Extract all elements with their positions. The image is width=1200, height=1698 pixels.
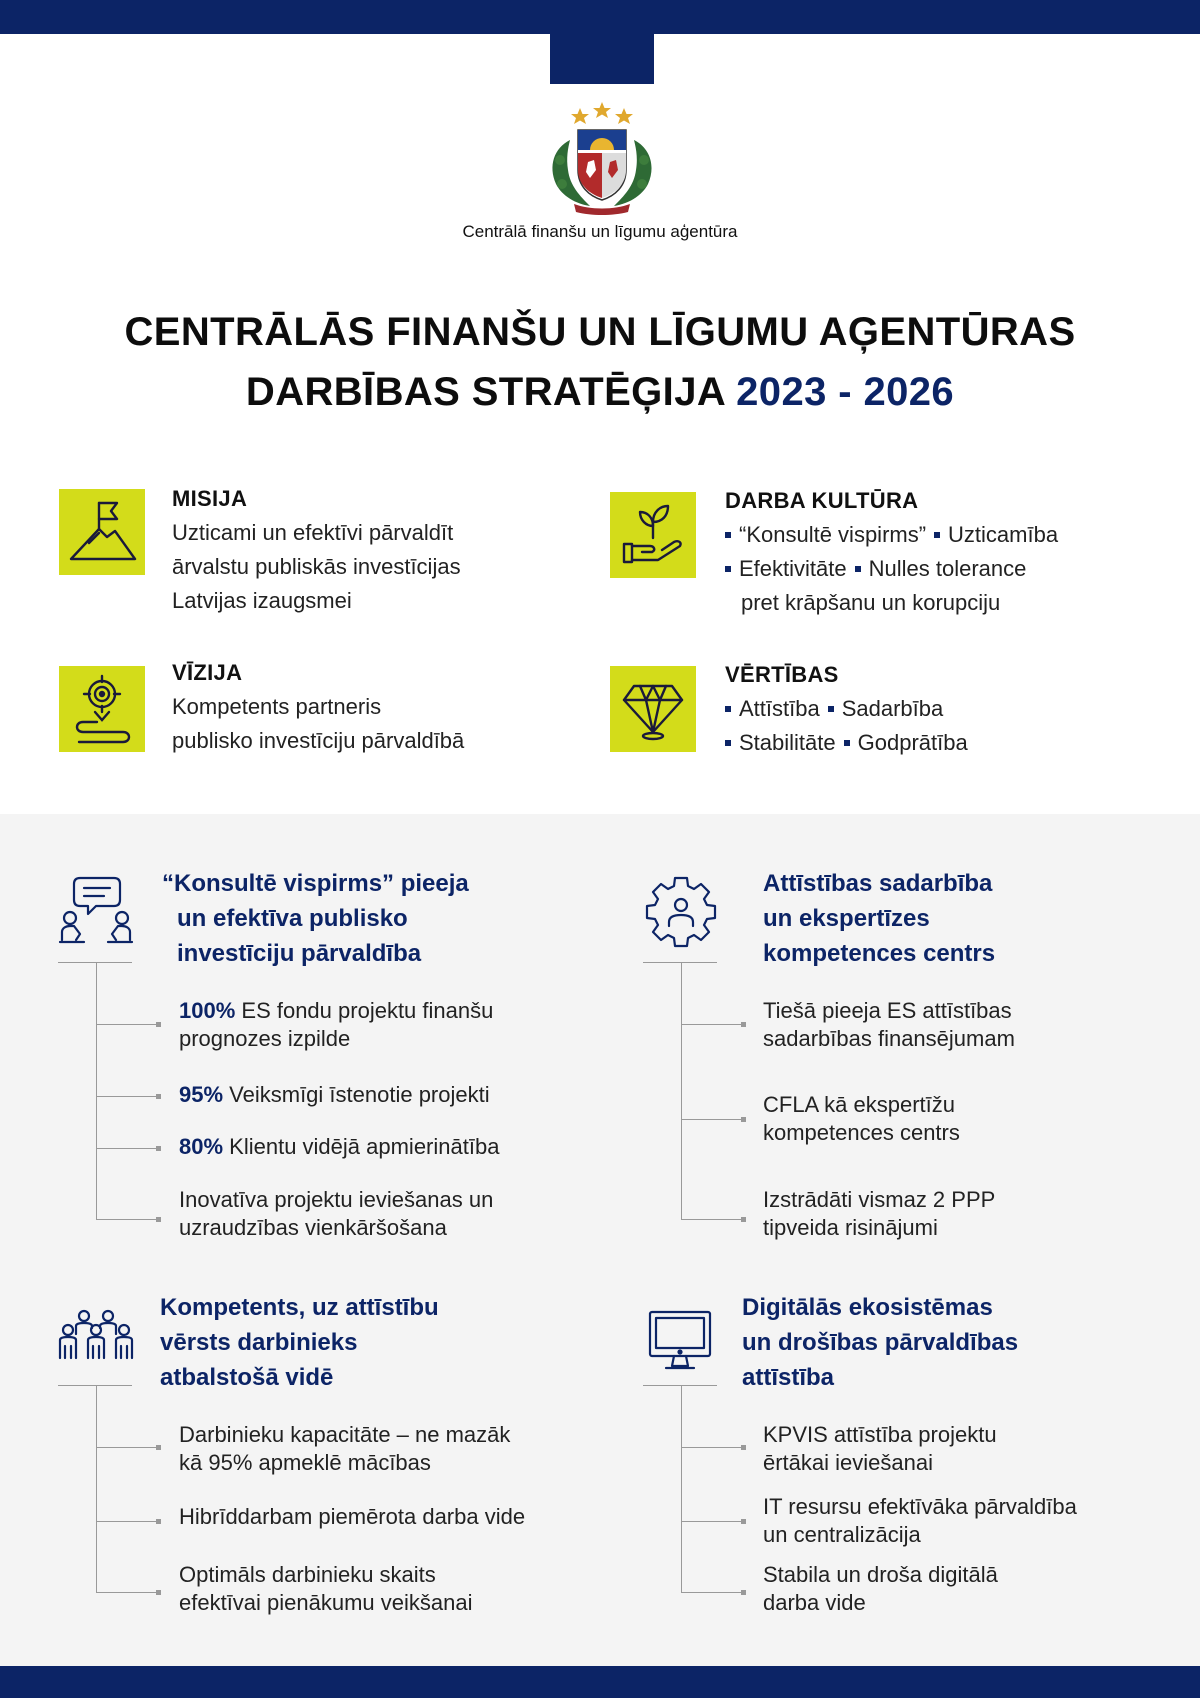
- mission-line: ārvalstu publiskās investīcijas: [172, 554, 461, 579]
- bottom-bar: [0, 1666, 1200, 1698]
- kpi-text-2: prognozes izpilde: [179, 1026, 351, 1051]
- coat-of-arms-logo: [540, 100, 664, 218]
- culture-item: “Konsultē vispirms”: [739, 522, 927, 547]
- consultation-people-icon: [56, 872, 136, 952]
- section-title-line: kompetences centrs: [763, 940, 996, 967]
- divider: [58, 1385, 132, 1386]
- bullet-icon: [828, 706, 834, 712]
- section-title-consult: [162, 866, 469, 971]
- mission-block: [172, 486, 461, 618]
- top-bar: [0, 0, 1200, 34]
- goal-text: Darbinieku kapacitāte – ne mazāk: [179, 1422, 511, 1447]
- agency-name: Centrālā finanšu un līgumu aģentūra: [462, 222, 738, 241]
- tree-tick: [96, 1521, 156, 1522]
- bullet-icon: [844, 740, 850, 746]
- kpi-text: ES fondu projektu finanšu: [235, 998, 494, 1023]
- section-title-line: un ekspertīzes: [763, 905, 930, 932]
- mountain-flag-icon: [59, 489, 145, 575]
- goal-text: Hibrīddarbam piemērota darba vide: [179, 1504, 526, 1529]
- computer-monitor-icon: [640, 1300, 720, 1380]
- tree-line: [681, 1385, 682, 1593]
- tree-tick: [96, 1592, 156, 1593]
- goal-text: IT resursu efektīvāka pārvaldība: [763, 1494, 1077, 1519]
- tree-tick: [96, 1447, 156, 1448]
- section-title-digital: [742, 1290, 1018, 1395]
- values-row: [725, 692, 968, 726]
- page-title: [0, 302, 1200, 422]
- section-title-line: atbalstošā vidē: [160, 1364, 334, 1391]
- mission-line: Uzticami un efektīvi pārvaldīt: [172, 520, 454, 545]
- goal-item: [763, 1091, 960, 1147]
- tree-tick: [96, 1096, 156, 1097]
- bullet-icon: [725, 532, 731, 538]
- bullet-icon: [934, 532, 940, 538]
- culture-item: Uzticamība: [948, 522, 1059, 547]
- vision-block: [172, 660, 464, 758]
- kpi-text: Klientu vidējā apmierinātība: [223, 1134, 500, 1159]
- kpi-item: [179, 1133, 499, 1161]
- values-heading: VĒRTĪBAS: [725, 662, 839, 687]
- goal-text: Optimāls darbinieku skaits: [179, 1562, 436, 1587]
- tree-tick: [681, 1024, 741, 1025]
- section-title-line: un efektīva publisko: [177, 905, 408, 932]
- plant-hand-icon: [610, 492, 696, 578]
- value-item: Sadarbība: [841, 696, 944, 721]
- kpi-text: Veiksmīgi īstenotie projekti: [223, 1082, 490, 1107]
- culture-list: [725, 518, 1058, 620]
- culture-block: [725, 488, 1058, 620]
- goal-item: [763, 1421, 997, 1477]
- title-years: 2023 - 2026: [736, 370, 955, 414]
- diamond-icon: [610, 666, 696, 752]
- kpi-text-2: uzraudzības vienkāršošana: [179, 1215, 447, 1240]
- goal-text-2: kā 95% apmeklē mācības: [179, 1450, 431, 1475]
- tree-tick: [681, 1219, 741, 1220]
- values-block: [725, 662, 968, 760]
- goal-text-2: un centralizācija: [763, 1522, 921, 1547]
- goal-item: [763, 997, 1015, 1053]
- culture-row: [725, 518, 1058, 552]
- bullet-icon: [725, 740, 731, 746]
- goal-text: Tiešā pieeja ES attīstības: [763, 998, 1012, 1023]
- vision-text: [172, 690, 464, 758]
- tree-tick: [96, 1148, 156, 1149]
- vision-line: publisko investīciju pārvaldībā: [172, 728, 465, 753]
- tree-tick: [681, 1447, 741, 1448]
- team-people-icon: [56, 1300, 136, 1380]
- kpi-text: Inovatīva projektu ieviešanas un: [179, 1187, 494, 1212]
- tree-line: [681, 962, 682, 1220]
- mission-text: [172, 516, 461, 618]
- divider: [58, 962, 132, 963]
- culture-row: [725, 552, 1058, 586]
- goal-item: [763, 1561, 998, 1617]
- section-title-employees: [160, 1290, 439, 1395]
- tree-tick: [681, 1521, 741, 1522]
- kpi-item: [179, 1186, 493, 1242]
- title-line-2: [0, 362, 1200, 422]
- top-tab: [550, 34, 654, 84]
- goal-text: CFLA kā ekspertīžu: [763, 1092, 955, 1117]
- kpi-line: [179, 997, 493, 1025]
- kpi-percent: 80%: [179, 1134, 224, 1159]
- goal-text-2: darba vide: [763, 1590, 866, 1615]
- section-title-line: “Konsultē vispirms” pieeja: [162, 870, 469, 897]
- goal-item: [179, 1561, 473, 1617]
- kpi-percent: 95%: [179, 1082, 224, 1107]
- section-title-development: [763, 866, 995, 971]
- goal-text: KPVIS attīstība projektu: [763, 1422, 997, 1447]
- goal-item: [179, 1503, 525, 1531]
- culture-item: Nulles tolerance: [868, 556, 1027, 581]
- goal-item: [763, 1493, 1077, 1549]
- value-item: Godprātība: [857, 730, 968, 755]
- section-title-line: Kompetents, uz attīstību: [160, 1294, 439, 1321]
- values-row: [725, 726, 968, 760]
- goal-text: Izstrādāti vismaz 2 PPP: [763, 1187, 996, 1212]
- bullet-icon: [725, 566, 731, 572]
- divider: [643, 1385, 717, 1386]
- bullet-icon: [725, 706, 731, 712]
- bullet-icon: [855, 566, 861, 572]
- section-title-line: Attīstības sadarbība: [763, 870, 993, 897]
- vision-line: Kompetents partneris: [172, 694, 382, 719]
- gear-person-icon: [641, 872, 721, 952]
- culture-heading: DARBA KULTŪRA: [725, 488, 919, 513]
- target-location-icon: [59, 666, 145, 752]
- values-list: [725, 692, 968, 760]
- title-line-1: CENTRĀLĀS FINANŠU UN LĪGUMU AĢENTŪRAS: [124, 310, 1076, 354]
- kpi-item: [179, 997, 493, 1053]
- goal-item: [179, 1421, 510, 1477]
- mission-line: Latvijas izaugsmei: [172, 588, 352, 613]
- value-item: Stabilitāte: [739, 730, 836, 755]
- goal-text-2: sadarbības finansējumam: [763, 1026, 1015, 1051]
- tree-tick: [681, 1592, 741, 1593]
- kpi-percent: 100%: [179, 998, 236, 1023]
- section-title-line: attīstība: [742, 1364, 835, 1391]
- vision-heading: VĪZIJA: [172, 660, 243, 685]
- culture-item: pret krāpšanu un korupciju: [741, 590, 1001, 615]
- goal-item: [763, 1186, 995, 1242]
- tree-tick: [96, 1219, 156, 1220]
- tree-tick: [681, 1119, 741, 1120]
- value-item: Attīstība: [739, 696, 820, 721]
- section-title-line: investīciju pārvaldība: [177, 940, 422, 967]
- section-title-line: Digitālās ekosistēmas: [742, 1294, 993, 1321]
- goal-text-2: efektīvai pienākumu veikšanai: [179, 1590, 473, 1615]
- section-title-line: vērsts darbinieks: [160, 1329, 358, 1356]
- tree-tick: [96, 1024, 156, 1025]
- kpi-item: [179, 1081, 490, 1109]
- goal-text: Stabila un droša digitālā: [763, 1562, 998, 1587]
- culture-item: Efektivitāte: [739, 556, 847, 581]
- tree-line: [96, 962, 97, 1220]
- tree-line: [96, 1385, 97, 1593]
- divider: [643, 962, 717, 963]
- title-line-2-text: DARBĪBAS STRATĒĢIJA: [245, 370, 725, 414]
- goal-text-2: ērtākai ieviešanai: [763, 1450, 933, 1475]
- section-title-line: un drošības pārvaldības: [742, 1329, 1019, 1356]
- goal-text-2: tipveida risinājumi: [763, 1215, 938, 1240]
- mission-heading: MISIJA: [172, 486, 248, 511]
- goal-text-2: kompetences centrs: [763, 1120, 960, 1145]
